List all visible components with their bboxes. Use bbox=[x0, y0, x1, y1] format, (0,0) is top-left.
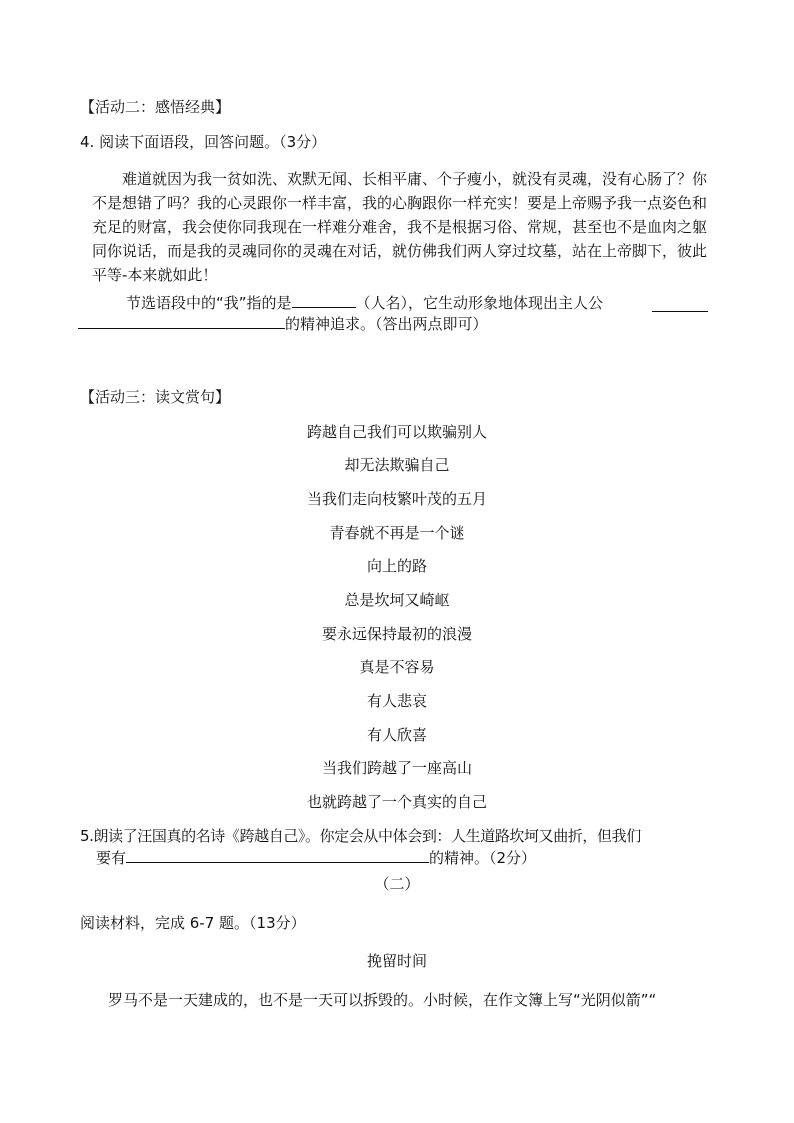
poem-line: 也就跨越了一个真实的自己 bbox=[306, 793, 487, 811]
reading-prompt: 阅读材料，完成 6-7 题。（13分） bbox=[80, 914, 306, 932]
poem-line: 却无法欺骗自己 bbox=[344, 456, 450, 474]
poem-line: 总是坎坷又崎岖 bbox=[344, 591, 450, 609]
question-4-passage: 难道就因为我一贫如洗、欢默无闻、长相平庸、个子瘦小，就没有灵魂，没有心肠了？你不是想错了吗？我的心灵跟你一样丰富，我的心胸跟你一样充实！要是上帝赐予我一点姿色和充足的财富，我会使你同我现在一样难分难舍，我不是根据习俗、常规，甚至也不是血肉之躯同你说话，而是我的灵魂同你的灵魂在对话，就仿佛我们两人穿过坟墓，站在上帝脚下，彼此平等-本来就如此！ bbox=[92, 170, 708, 284]
question-4-prompt: 4. 阅读下面语段，回答问题。（3分） bbox=[80, 133, 327, 151]
activity2-heading: 【活动二：感悟经典】 bbox=[80, 98, 231, 116]
activity3-heading: 【活动三：读文赏句】 bbox=[80, 388, 231, 406]
question-5-line1: 5.朗读了汪国真的名诗《跨越自己》。你定会从中体会到：人生道路坎坷又曲折，但我们 bbox=[80, 827, 641, 845]
q4-blank-pursuit-b[interactable] bbox=[78, 314, 285, 329]
poem-line: 有人悲哀 bbox=[366, 692, 427, 710]
question-4-line2 bbox=[78, 314, 488, 334]
q5-text-b: 的精神。（2分） bbox=[429, 849, 537, 867]
q4-text-part2: （人名），它生动形象地体现出主人公 bbox=[355, 294, 604, 312]
question-5-line2 bbox=[96, 848, 536, 868]
article-first-line: 罗马不是一天建成的，也不是一天可以拆毁的。小时候，在作文簿上写“光阴似箭”“ bbox=[108, 991, 657, 1009]
poem-line: 向上的路 bbox=[366, 557, 427, 575]
poem-line: 青春就不再是一个谜 bbox=[329, 524, 465, 542]
q5-blank-spirit[interactable] bbox=[126, 848, 429, 863]
q4-blank-name[interactable] bbox=[292, 293, 356, 308]
poem-line: 有人欣喜 bbox=[366, 726, 427, 744]
q5-text-a: 要有 bbox=[96, 849, 127, 867]
poem-line: 当我们跨越了一座高山 bbox=[321, 759, 472, 777]
q4-blank-pursuit-a[interactable] bbox=[652, 297, 708, 312]
poem-line: 要永远保持最初的浪漫 bbox=[321, 625, 472, 643]
article-title: 挽留时间 bbox=[366, 952, 427, 970]
poem-line: 真是不容易 bbox=[359, 658, 435, 676]
poem-line: 跨越自己我们可以欺骗别人 bbox=[306, 423, 487, 441]
q4-text-part1: 节选语段中的“我”指的是 bbox=[126, 294, 292, 312]
question-4-line1 bbox=[126, 293, 603, 313]
section-marker: （二） bbox=[374, 875, 420, 893]
poem-line: 当我们走向枝繁叶茂的五月 bbox=[306, 490, 487, 508]
q4-text-part3: 的精神追求。（答出两点即可） bbox=[285, 315, 488, 333]
